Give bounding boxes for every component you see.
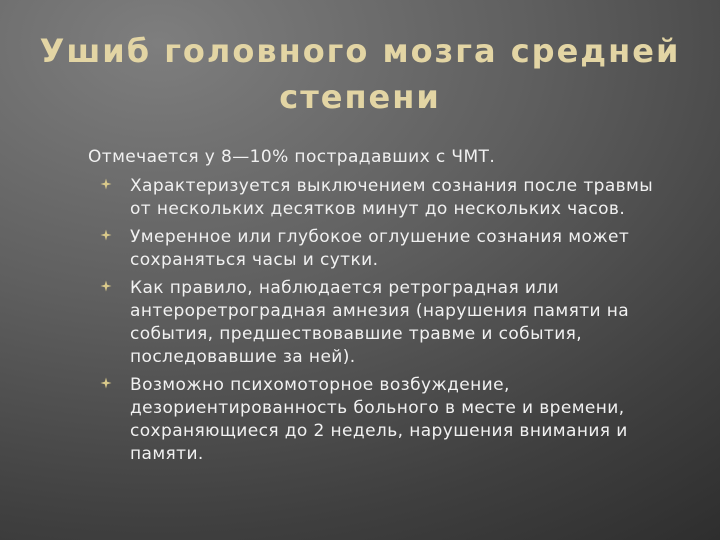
diamond-bullet-icon [100, 280, 112, 292]
list-item [88, 374, 668, 466]
list-item [88, 175, 668, 221]
intro-text: Отмечается у 8—10% пострадавших с ЧМТ. [88, 147, 496, 167]
diamond-bullet-icon [100, 377, 112, 389]
list-item [88, 277, 668, 369]
bullet-text: Умеренное или глубокое оглушение сознания может сохраняться часы и сутки. [130, 227, 630, 270]
list-item [88, 226, 668, 272]
slide-body [88, 146, 668, 471]
bullet-list [88, 175, 668, 466]
slide-title: Ушиб головного мозга средней степени [39, 32, 681, 116]
diamond-bullet-icon [100, 229, 112, 241]
diamond-bullet-icon [100, 178, 112, 190]
bullet-text: Характеризуется выключением сознания после травмы от нескольких десятков минут до нескольких часов. [130, 176, 654, 219]
bullet-text: Как правило, наблюдается ретроградная или антероретроградная амнезия (нарушения памяти на события, предшествовавшие травме и события, последовавшие за ней). [130, 278, 630, 367]
bullet-text: Возможно психомоторное возбуждение, дезориентированность больного в месте и времени, сохраняющиеся до 2 недель, нарушения внимания и памяти. [130, 375, 628, 464]
